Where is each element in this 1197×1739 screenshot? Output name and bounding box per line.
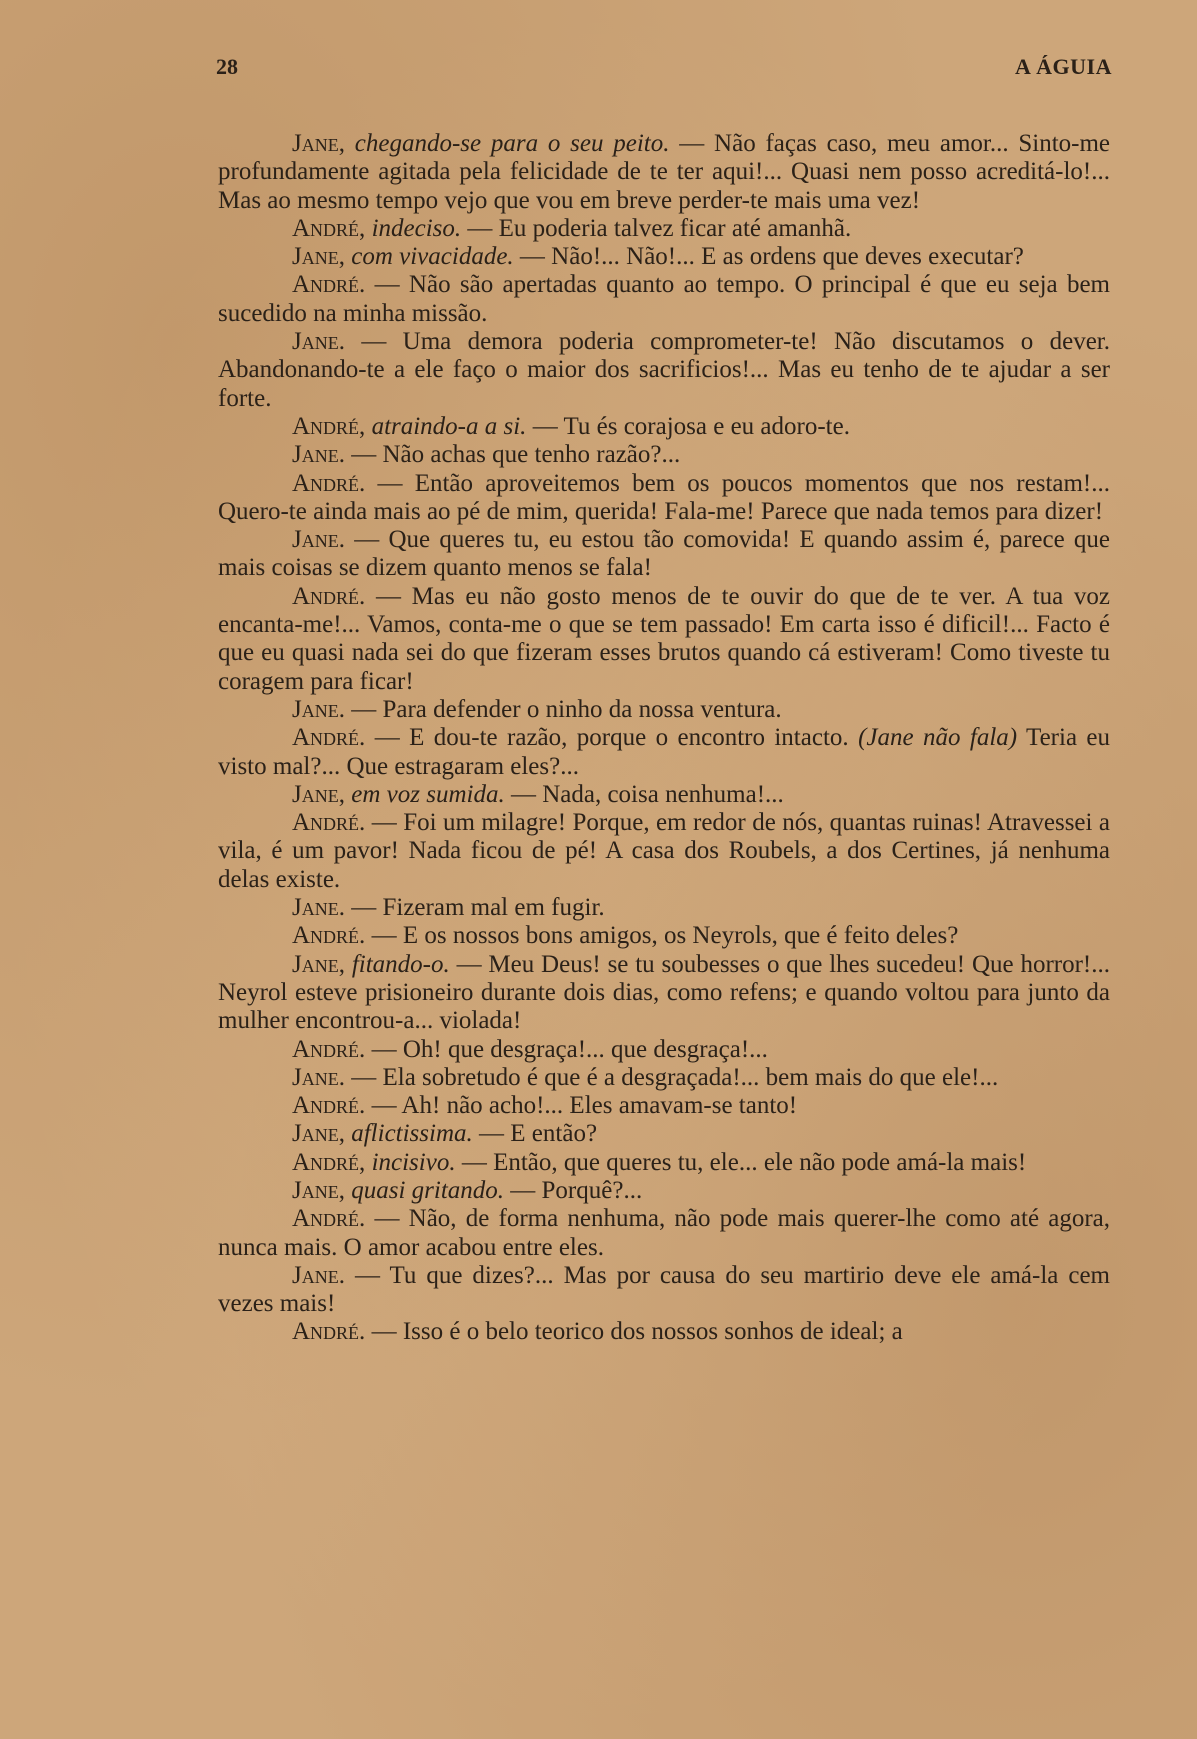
dialogue-paragraph	[218, 1092, 1110, 1120]
speech-text: — Mas eu não gosto menos de te ouvir do que de te ver. A tua voz encanta-me!... Vamos, conta-me o que se tem passado! Em carta isso é dificil!... Facto é que eu quasi nada sei do que fizeram esses brutos quando cá estiveram! Como tiveste tu coragem para ficar!	[218, 582, 1111, 695]
dialogue-paragraph	[218, 1177, 1110, 1205]
speech-text: — Que queres tu, eu estou tão comovida! E quando assim é, parece que mais coisas se dizem quanto menos se fala!	[218, 526, 1110, 582]
speaker-name: Jane.	[292, 1063, 345, 1091]
speech-text: — Não são apertadas quanto ao tempo. O principal é que eu seja bem sucedido na minha missão.	[218, 271, 1111, 327]
dialogue-paragraph	[218, 130, 1110, 215]
dialogue-paragraph	[218, 526, 1110, 583]
stage-direction: aflictissima.	[351, 1120, 473, 1148]
speech-text: — Isso é o belo teorico dos nossos sonhos de ideal; a	[371, 1318, 903, 1346]
speaker-name: Jane.	[292, 526, 345, 554]
speech-text: — E dou-te razão, porque o encontro intacto.	[374, 724, 849, 752]
speech-text: — Oh! que desgraça!... que desgraça!...	[371, 1035, 768, 1063]
speaker-name: Jane.	[292, 441, 345, 469]
dialogue-paragraph	[218, 1205, 1110, 1262]
speaker-name: Jane,	[292, 243, 345, 271]
dialogue-text	[218, 130, 1110, 1347]
speech-text: — Uma demora poderia comprometer-te! Não discutamos o dever. Abandonando-te a ele faço o maior dos sacrificios!... Mas eu tenho de te ajudar a ser forte.	[218, 328, 1110, 412]
stage-direction: fitando-o.	[351, 950, 450, 978]
speaker-name: André.	[292, 809, 366, 837]
speech-text: — Tu és corajosa e eu adoro-te.	[532, 412, 850, 440]
stage-direction: incisivo.	[371, 1148, 456, 1176]
speaker-name: Jane,	[292, 780, 345, 808]
dialogue-paragraph	[218, 441, 1110, 469]
speech-text: — Fizeram mal em fugir.	[351, 894, 605, 922]
stage-direction: com vivacidade.	[351, 243, 514, 271]
dialogue-paragraph	[218, 781, 1110, 809]
speaker-name: Jane.	[292, 328, 345, 356]
speaker-name: Jane.	[292, 1261, 345, 1289]
stage-direction: (Jane não fala)	[858, 724, 1018, 752]
dialogue-paragraph	[218, 413, 1110, 441]
dialogue-paragraph	[218, 583, 1110, 696]
speaker-name: André.	[292, 582, 366, 610]
dialogue-paragraph	[218, 271, 1110, 328]
speaker-name: Jane,	[292, 1176, 345, 1204]
stage-direction: em voz sumida.	[351, 780, 505, 808]
speech-text: — Não achas que tenho razão?...	[351, 441, 681, 469]
stage-direction: atraindo-a a si.	[371, 412, 527, 440]
speech-text: — Eu poderia talvez ficar até amanhã.	[467, 214, 852, 242]
speaker-name: Jane.	[292, 695, 345, 723]
speech-text: — Meu Deus! se tu soubesses o que lhes sucedeu! Que horror!... Neyrol esteve prisioneiro durante dois dias, como refens; e quando voltou para junto da mulher encontrou-a... violada!	[218, 950, 1110, 1035]
speaker-name: André.	[292, 469, 366, 497]
speaker-name: Jane,	[292, 950, 345, 978]
dialogue-paragraph	[218, 1064, 1110, 1092]
dialogue-paragraph	[218, 243, 1110, 271]
stage-direction: chegando-se para o seu peito.	[354, 130, 670, 157]
speech-text: — Foi um milagre! Porque, em redor de nós, quantas ruinas! Atravessei a vila, é um pavor! Nada ficou de pé! A casa dos Roubels, a dos Certines, já nenhuma delas existe.	[218, 809, 1111, 893]
speaker-name: André.	[292, 1318, 366, 1346]
speech-text: — Então, que queres tu, ele... ele não pode amá-la mais!	[461, 1148, 1027, 1176]
dialogue-paragraph	[218, 724, 1110, 781]
speech-text: — E então?	[479, 1120, 598, 1148]
dialogue-paragraph	[218, 809, 1110, 894]
speech-text: — Nada, coisa nenhuma!...	[510, 780, 784, 808]
dialogue-paragraph	[218, 1318, 1110, 1346]
speaker-name: André.	[292, 724, 366, 752]
dialogue-paragraph	[218, 922, 1110, 950]
speech-text: — Ela sobretudo é que é a desgraçada!... bem mais do que ele!...	[351, 1063, 999, 1091]
dialogue-paragraph	[218, 1036, 1110, 1064]
speech-text: — E os nossos bons amigos, os Neyrols, que é feito deles?	[371, 922, 959, 950]
speaker-name: André,	[292, 1148, 366, 1176]
speech-text: — Não faças caso, meu amor... Sinto-me profundamente agitada pela felicidade de te ter aqui!... Quasi nem posso acreditá-lo!... Mas ao mesmo tempo vejo que vou em breve perder-te mais uma vez!	[218, 130, 1111, 214]
speaker-name: André.	[292, 1205, 366, 1233]
speaker-name: André.	[292, 922, 366, 950]
speech-text: — Para defender o ninho da nossa ventura.	[351, 695, 782, 723]
speaker-name: André.	[292, 1035, 366, 1063]
dialogue-paragraph	[218, 894, 1110, 922]
dialogue-paragraph	[218, 470, 1110, 527]
speech-text: — Porquê?...	[510, 1176, 643, 1204]
speaker-name: Jane,	[292, 130, 345, 157]
dialogue-paragraph	[218, 1149, 1110, 1177]
dialogue-paragraph	[218, 328, 1110, 413]
speech-text: — Ah! não acho!... Eles amavam-se tanto!	[371, 1092, 798, 1120]
page-header	[216, 50, 1112, 84]
speaker-name: Jane.	[292, 894, 345, 922]
speech-text: Teria eu visto mal?... Que estragaram eles?...	[218, 724, 1111, 780]
dialogue-paragraph	[218, 1120, 1110, 1148]
speaker-name: André,	[292, 214, 366, 242]
speech-text: — Não, de forma nenhuma, não pode mais querer-lhe como até agora, nunca mais. O amor acabou entre eles.	[218, 1205, 1110, 1261]
dialogue-paragraph	[218, 1262, 1110, 1319]
speech-text: — Então aproveitemos bem os poucos momentos que nos restam!... Quero-te ainda mais ao pé de mim, querida! Fala-me! Parece que nada temos para dizer!	[218, 469, 1111, 525]
dialogue-paragraph	[218, 696, 1110, 724]
running-title: A ÁGUIA	[1014, 54, 1112, 79]
page-number: 28	[216, 54, 238, 79]
speaker-name: André,	[292, 412, 366, 440]
stage-direction: quasi gritando.	[351, 1176, 505, 1204]
speaker-name: André.	[292, 271, 366, 299]
speaker-name: Jane,	[292, 1120, 345, 1148]
stage-direction: indeciso.	[371, 214, 462, 242]
dialogue-paragraph	[218, 215, 1110, 243]
speech-text: — Não!... Não!... E as ordens que deves executar?	[519, 243, 1024, 271]
dialogue-paragraph	[218, 951, 1110, 1036]
speech-text: — Tu que dizes?... Mas por causa do seu martirio deve ele amá-la cem vezes mais!	[218, 1261, 1110, 1318]
speaker-name: André.	[292, 1092, 366, 1120]
